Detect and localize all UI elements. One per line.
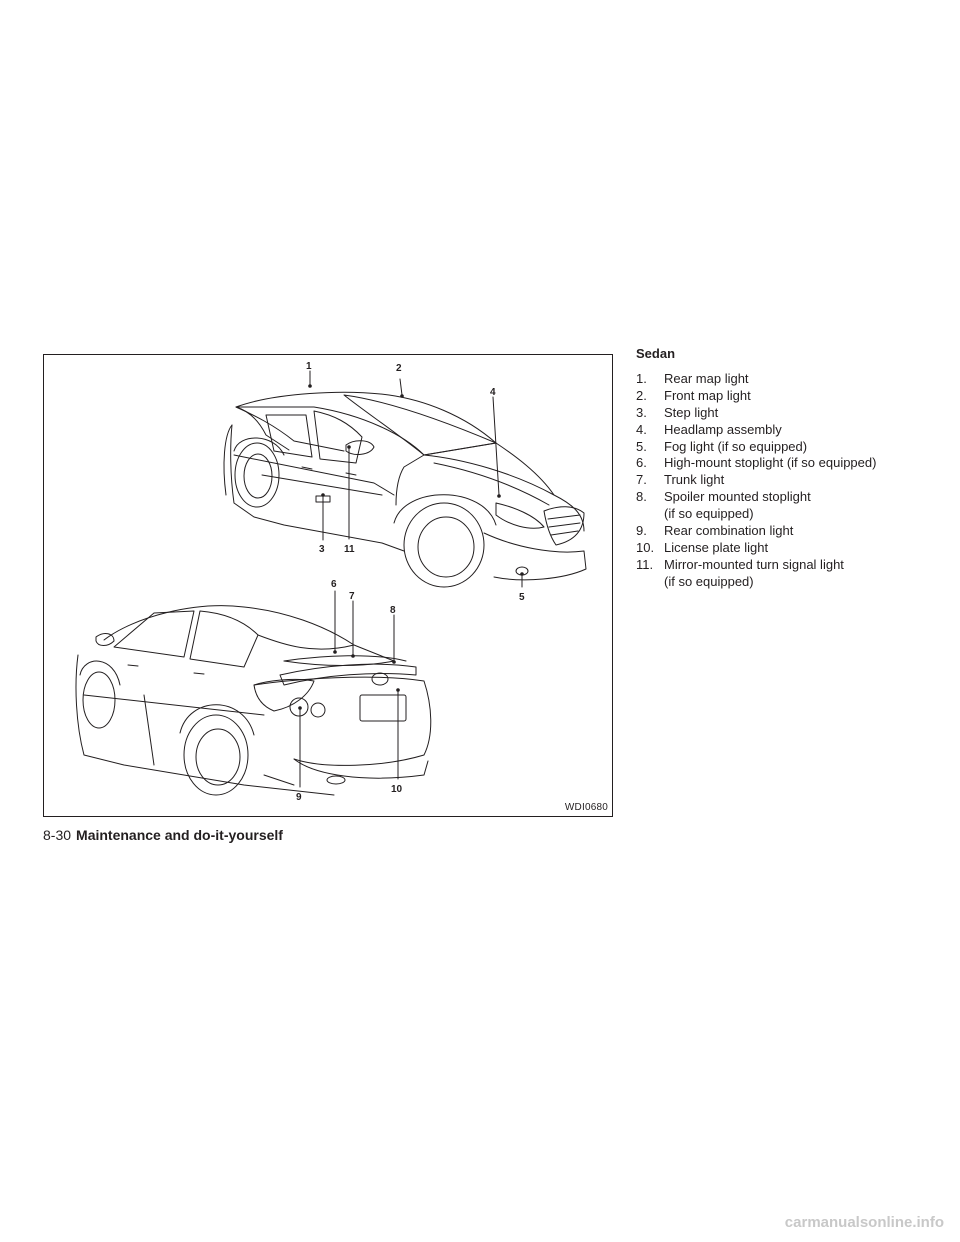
legend-item [636,371,936,388]
callout-1: 1 [306,361,312,372]
legend-item [636,422,936,439]
legend-item-line: Rear map light [664,370,749,386]
legend-item-line: Spoiler mounted stoplight [664,489,811,505]
legend-item-number: 8. [636,489,647,505]
legend-item-line: License plate light [664,539,769,555]
watermark: carmanualsonline.info [784,1214,944,1231]
front-view-car [224,392,586,587]
legend-item [636,455,936,472]
legend-item-number: 9. [636,523,647,539]
legend-item-line: Front map light [664,387,751,403]
legend-item-text [664,489,936,523]
legend-item [636,405,936,422]
car-line-drawing [44,355,611,815]
legend-item-number: 6. [636,455,647,471]
callout-7: 7 [349,591,355,602]
legend-item-text [664,557,936,591]
legend-item-text [664,371,936,388]
legend-item-text [664,405,936,422]
legend-item [636,439,936,456]
legend-item-line: High-mount stoplight (if so equipped) [664,455,877,471]
legend-item-text [664,472,936,489]
car-lights-figure [43,354,613,817]
legend-item [636,557,936,591]
legend-item-text [664,455,936,472]
callout-11: 11 [344,544,355,555]
legend-item [636,523,936,540]
callout-8: 8 [390,605,396,616]
legend-item [636,489,936,523]
legend-item-number: 4. [636,421,647,437]
callout-2: 2 [396,363,402,374]
legend-item-number: 10. [636,539,655,555]
callout-6: 6 [331,579,337,590]
legend-item-line: Fog light (if so equipped) [664,438,808,454]
legend-item-text [664,523,936,540]
legend-item-line: (if so equipped) [664,506,754,522]
legend-item-number: 1. [636,370,647,386]
legend-item [636,472,936,489]
callout-5: 5 [519,592,525,603]
legend-item-line: Trunk light [664,472,725,488]
section-title: Maintenance and do-it-yourself [76,827,283,843]
legend-item-line: Headlamp assembly [664,421,782,437]
legend-item-line: (if so equipped) [664,573,754,589]
legend-item-number: 2. [636,387,647,403]
legend-item-number: 11. [636,556,654,572]
legend-item-number: 7. [636,472,647,488]
legend-item-number: 3. [636,404,647,420]
legend-item-text [664,439,936,456]
legend-list [636,371,936,591]
callout-9: 9 [296,792,302,803]
legend-item-line: Step light [664,404,719,420]
legend [636,346,936,591]
figure-code: WDI0680 [564,802,608,813]
legend-title: Sedan [636,346,676,361]
legend-item-text [664,540,936,557]
callout-10: 10 [391,784,403,795]
page-footer [43,827,283,843]
legend-item-text [664,422,936,439]
page-number: 8-30 [43,827,72,843]
legend-item-text [664,388,936,405]
rear-view-car [76,606,431,795]
callout-4: 4 [490,387,496,398]
legend-item [636,388,936,405]
legend-item [636,540,936,557]
legend-item-line: Rear combination light [664,523,794,539]
legend-item-number: 5. [636,438,647,454]
callout-3: 3 [319,544,325,555]
legend-item-line: Mirror-mounted turn signal light [664,556,844,572]
